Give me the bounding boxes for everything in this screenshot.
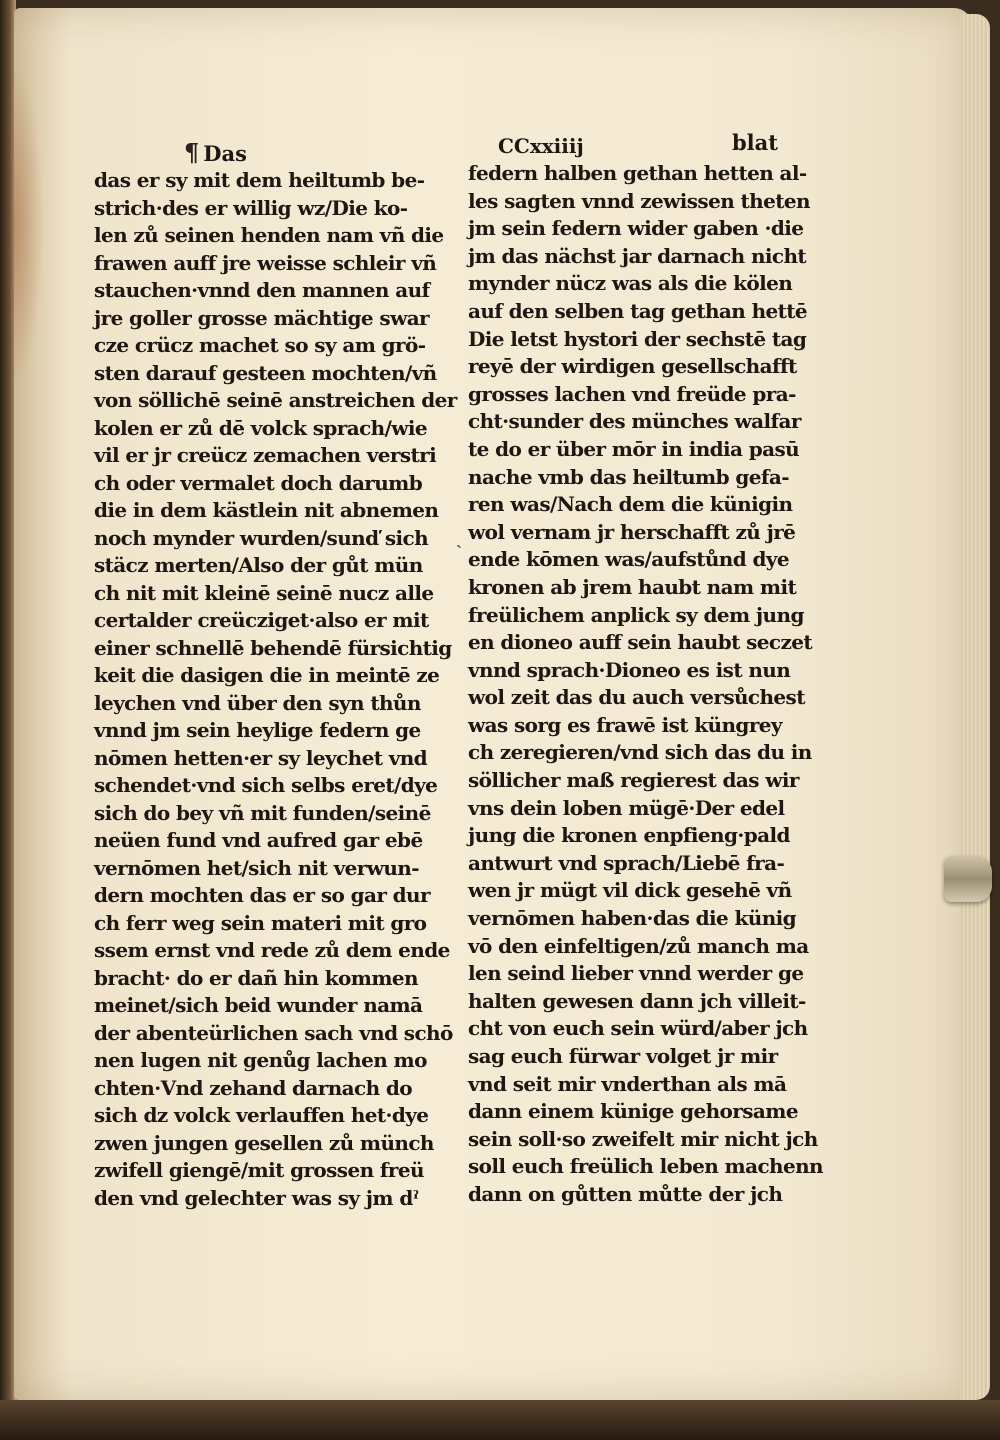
text-line: freülichem anplick sy dem jung [468,602,804,627]
text-line: bracht· do er dañ hin kommen [94,965,418,990]
text-line: kronen ab jrem haubt nam mit [468,574,797,599]
text-line: sich do bey vñ mit funden/seinē [94,800,431,825]
text-line: len seind lieber vnnd werder ge [468,961,804,986]
text-line: te do er über mōr in india pasū [468,436,800,461]
text-line: stauchen·vnnd den mannen auf [94,278,430,302]
text-line: antwurt vnd sprach/Liebē fra- [468,850,785,875]
text-line: sich dz volck verlauffen het·dye [94,1103,429,1127]
text-line: ren was/Nach dem die künigin [468,492,793,517]
text-line: keit die dasigen die in meintē ze [94,663,440,687]
text-line: cze crücz machet so sy am grö- [94,333,426,357]
text-line: vnd seit mir vnderthan als mā [468,1071,787,1096]
text-line: zwifell giengē/mit grossen freü [94,1158,424,1182]
text-line: stäcz merten/Also der gůt mün [94,553,423,577]
text-line: jre goller grosse mächtige swar [94,305,429,330]
text-line: sten darauf gesteen mochten/vñ [94,360,437,385]
margin-mark-icon: ˎ [456,528,462,549]
text-line: frawen auff jre weisse schleir vñ [94,250,437,275]
text-line: söllicher maß regierest das wir [468,768,799,793]
text-line: den vnd gelechter was sy jm dˀ [94,1185,419,1210]
text-line: grosses lachen vnd freüde pra- [468,381,796,406]
text-line: wol vernam jr herschafft zů jrē [468,519,796,544]
text-line: dann einem künige gehorsame [468,1099,798,1124]
text-line: das er sy mit dem heiltumb be- [94,168,425,192]
pilcrow-icon: ¶ [184,138,200,167]
text-line: zwen jungen gesellen zů münch [94,1130,434,1155]
text-line: leychen vnd über den syn thůn [94,690,421,715]
text-line: chten·Vnd zehand darnach do [94,1075,413,1100]
text-line: ch oder vermalet doch darumb [94,470,423,495]
page-fore-edge [960,14,990,1400]
text-line: les sagten vnnd zewissen theten [468,188,810,213]
text-line: ende kōmen was/aufstůnd dye [468,547,790,572]
text-line: neüen fund vnd aufred gar ebē [94,828,423,852]
text-line: cht von euch sein würd/aber jch [468,1016,808,1041]
text-line: was sorg es frawē ist küngrey [468,712,782,737]
text-line: Die letst hystori der sechstē tag [468,326,807,351]
running-head-left-text: Das [203,141,247,166]
running-head-left [184,138,247,167]
text-line: der abenteürlichen sach vnd schō [94,1020,453,1045]
text-line: ch zeregieren/vnd sich das du in [468,740,812,765]
text-line: ssem ernst vnd rede zů dem ende [94,938,450,962]
text-line: vil er jr creücz zemachen verstri [94,443,437,467]
text-line: jm sein federn wider gaben ·die [468,216,804,241]
text-line: federn halben gethan hetten al- [468,161,807,185]
text-line: strich·des er willig wz/Die ko- [94,195,408,220]
text-line: einer schnellē behendē fürsichtig [94,635,452,660]
text-line: reyē der wirdigen gesellschafft [468,354,797,379]
text-line: halten gewesen dann jch villeit- [468,988,806,1013]
text-line: wen jr mügt vil dick gesehē vñ [468,878,792,903]
text-column-left [94,167,464,1212]
text-line: nōmen hetten·er sy leychet vnd [94,745,428,770]
text-line: nache vmb das heiltumb gefa- [468,464,789,489]
text-line: von söllichē seinē anstreichen der [94,388,457,412]
text-line: en dioneo auff sein haubt seczet [468,630,812,655]
text-line: vnnd jm sein heylige federn ge [94,718,421,742]
text-line: sein soll·so zweifelt mir nicht jch [468,1126,818,1151]
text-line: vnnd sprach·Dioneo es ist nun [468,657,791,682]
running-head-right: blat [732,130,778,155]
text-line: cht·sunder des münches walfar [468,409,801,434]
text-line: jung die kronen enpfieng·pald [468,823,790,848]
text-line: vernōmen haben·das die künig [468,906,797,931]
text-line: ch nit mit kleinē seinē nucz alle [94,580,434,605]
text-line: mynder nücz was als die kölen [468,271,793,296]
text-line: die in dem kästlein nit abnemen [94,498,439,522]
text-line: noch mynder wurden/sunď sich [94,525,429,550]
text-column-right [468,160,828,1209]
text-line: len zů seinen henden nam vñ die [94,223,444,247]
book-clasp [944,856,992,902]
text-line: nen lugen nit genůg lachen mo [94,1048,427,1072]
text-line: vō den einfeltigen/zů manch ma [468,933,809,958]
folio-number: CCxxiiij [498,134,584,158]
text-line: dern mochten das er so gar dur [94,883,430,907]
text-line: sag euch fürwar volget jr mir [468,1044,778,1068]
text-line: certalder creücziget·also er mit [94,608,429,632]
text-line: schendet·vnd sich selbs eret/dye [94,773,438,797]
text-line: kolen er zů dē volck sprach/wie [94,415,428,440]
text-line: ch ferr weg sein materi mit gro [94,910,427,935]
text-line: vernōmen het/sich nit verwun- [94,855,419,880]
page-stain [14,60,44,390]
text-line: jm das nächst jar darnach nicht [468,243,807,268]
text-line: dann on gůtten můtte der jch [468,1181,783,1206]
text-line: soll euch freülich leben machenn [468,1154,823,1179]
text-line: vns dein loben mügē·Der edel [468,795,785,820]
text-line: auf den selben tag gethan hettē [468,298,808,323]
text-line: wol zeit das du auch versůchest [468,685,805,710]
page-bottom-shadow [0,1400,1000,1440]
text-line: meinet/sich beid wunder namā [94,993,423,1017]
